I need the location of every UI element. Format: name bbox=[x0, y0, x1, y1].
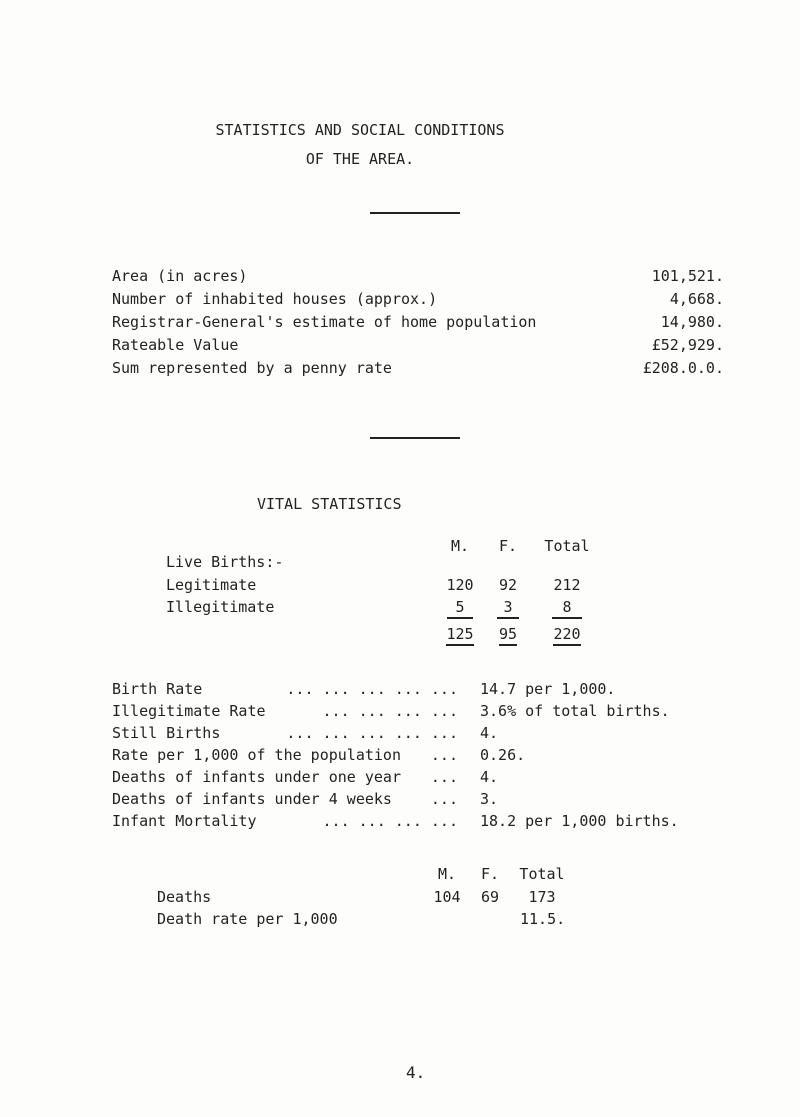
stat-label: Rateable Value bbox=[112, 336, 239, 354]
death-rate-value: 11.5. bbox=[520, 910, 566, 928]
rate-value: 0.26. bbox=[480, 746, 526, 764]
rate-label: Deaths of infants under 4 weeks bbox=[112, 790, 392, 808]
rate-dots: ... ... ... ... ... bbox=[286, 724, 458, 742]
rate-label: Still Births bbox=[112, 724, 221, 742]
cell-f: 3 bbox=[488, 598, 528, 619]
rate-dots: ... ... ... ... ... bbox=[286, 680, 458, 698]
rate-dots: ... ... ... ... bbox=[322, 702, 458, 720]
page-number: 4. bbox=[406, 1063, 426, 1082]
death-rate-label: Death rate per 1,000 bbox=[157, 910, 338, 928]
live-births-label: Live Births:- bbox=[166, 553, 284, 571]
rate-dots: ... bbox=[430, 746, 458, 764]
deaths-col-m: M. bbox=[437, 865, 457, 883]
row-label: Illegitimate bbox=[166, 598, 275, 616]
total-total: 220 bbox=[532, 625, 602, 646]
divider bbox=[370, 212, 460, 214]
deaths-col-f: F. bbox=[480, 865, 500, 883]
stat-label: Area (in acres) bbox=[112, 267, 248, 285]
deaths-label: Deaths bbox=[157, 888, 212, 906]
deaths-f: 69 bbox=[480, 888, 500, 906]
stat-label: Registrar-General's estimate of home population bbox=[112, 313, 537, 331]
deaths-col-total: Total bbox=[519, 865, 565, 883]
deaths-total: 173 bbox=[528, 888, 556, 906]
rate-dots: ... ... ... ... bbox=[322, 812, 458, 830]
cell-total: 212 bbox=[553, 576, 581, 594]
rate-value: 14.7 per 1,000. bbox=[480, 680, 616, 698]
rate-label: Illegitimate Rate bbox=[112, 702, 266, 720]
col-header-m: M. bbox=[450, 537, 470, 555]
rate-value: 18.2 per 1,000 births. bbox=[480, 812, 679, 830]
rate-value: 3. bbox=[480, 790, 499, 808]
cell-m: 120 bbox=[446, 576, 474, 594]
stat-value: 14,980. bbox=[660, 313, 724, 331]
rate-dots: ... bbox=[430, 790, 458, 808]
deaths-m: 104 bbox=[433, 888, 461, 906]
stat-value: 4,668. bbox=[669, 290, 724, 308]
total-f: 95 bbox=[488, 625, 528, 646]
rate-label: Rate per 1,000 of the population bbox=[112, 746, 401, 764]
divider bbox=[370, 437, 460, 439]
page-subtitle: OF THE AREA. bbox=[305, 150, 415, 168]
stat-label: Number of inhabited houses (approx.) bbox=[112, 290, 438, 308]
col-header-f: F. bbox=[498, 537, 518, 555]
rate-value: 3.6% of total births. bbox=[480, 702, 670, 720]
stat-value: 101,521. bbox=[651, 267, 724, 285]
cell-f: 92 bbox=[498, 576, 518, 594]
rate-value: 4. bbox=[480, 724, 499, 742]
row-label: Legitimate bbox=[166, 576, 257, 594]
rate-value: 4. bbox=[480, 768, 499, 786]
cell-total: 8 bbox=[532, 598, 602, 619]
cell-m: 5 bbox=[435, 598, 485, 619]
stat-label: Sum represented by a penny rate bbox=[112, 359, 392, 377]
rate-label: Birth Rate bbox=[112, 680, 203, 698]
stat-value: £52,929. bbox=[651, 336, 724, 354]
rate-label: Infant Mortality bbox=[112, 812, 257, 830]
stat-value: £208.0.0. bbox=[642, 359, 724, 377]
total-m: 125 bbox=[435, 625, 485, 646]
rate-label: Deaths of infants under one year bbox=[112, 768, 401, 786]
rate-dots: ... bbox=[430, 768, 458, 786]
col-header-total: Total bbox=[544, 537, 590, 555]
section-title: VITAL STATISTICS bbox=[257, 495, 402, 513]
page-title: STATISTICS AND SOCIAL CONDITIONS bbox=[215, 121, 505, 139]
